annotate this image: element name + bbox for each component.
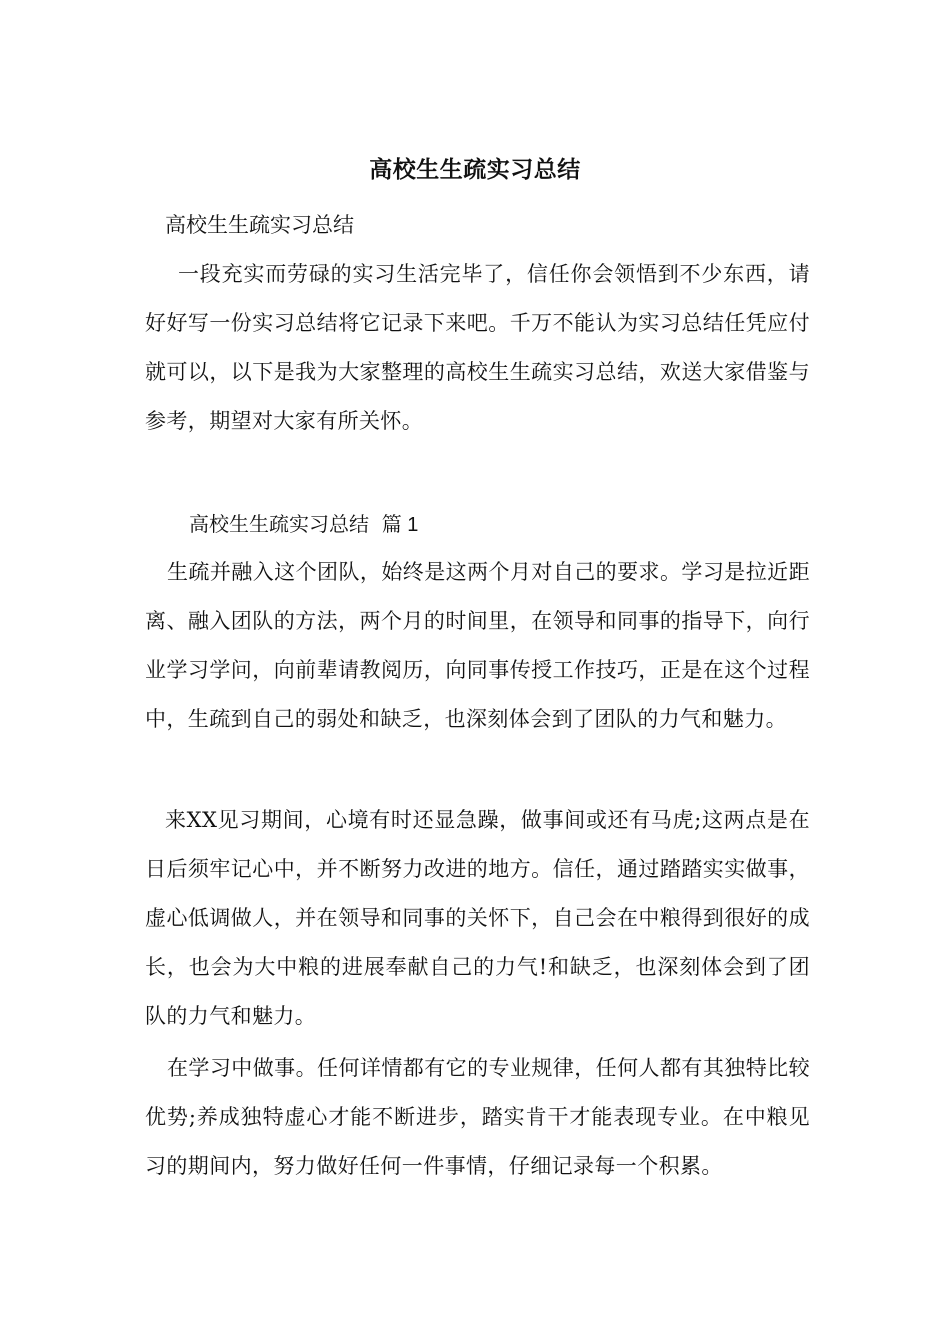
document-subtitle: 高校生生疏实习总结 (165, 213, 354, 237)
section-heading (189, 506, 418, 543)
body-paragraph: 来XX见习期间，心境有时还显急躁，做事间或还有马虎;这两点是在日后须牢记心中，并不断努力改进的地方。信任，通过踏踏实实做事，虚心低调做人，并在领导和同事的关怀下，自己会在中粮得到很好的成长，也会为大中粮的进展奉献自己的力气!和缺乏，也深刻体会到了团队的力气和魅力。 (145, 808, 810, 1028)
body-paragraph: 在学习中做事。任何详情都有它的专业规律，任何人都有其独特比较优势;养成独特虚心才能不断进步，踏实肯干才能表现专业。在中粮见习的期间内，努力做好任何一件事情，仔细记录每一个积累。 (145, 1056, 810, 1178)
intro-paragraph: 一段充实而劳碌的实习生活完毕了，信任你会领悟到不少东西，请好好写一份实习总结将它记录下来吧。千万不能认为实习总结任凭应付就可以，以下是我为大家整理的高校生生疏实习总结，欢送大家借鉴与参考，期望对大家有所关怀。 (145, 262, 810, 433)
document-title: 高校生生疏实习总结 (369, 156, 581, 183)
body-paragraph: 生疏并融入这个团队，始终是这两个月对自己的要求。学习是拉近距离、融入团队的方法，两个月的时间里，在领导和同事的指导下，向行业学习学问，向前辈请教阅历，向同事传授工作技巧，正是在这个过程中，生疏到自己的弱处和缺乏，也深刻体会到了团队的力气和魅力。 (145, 560, 810, 731)
section-heading-text: 高校生生疏实习总结 (189, 512, 369, 536)
section-number: 篇 1 (381, 514, 419, 536)
